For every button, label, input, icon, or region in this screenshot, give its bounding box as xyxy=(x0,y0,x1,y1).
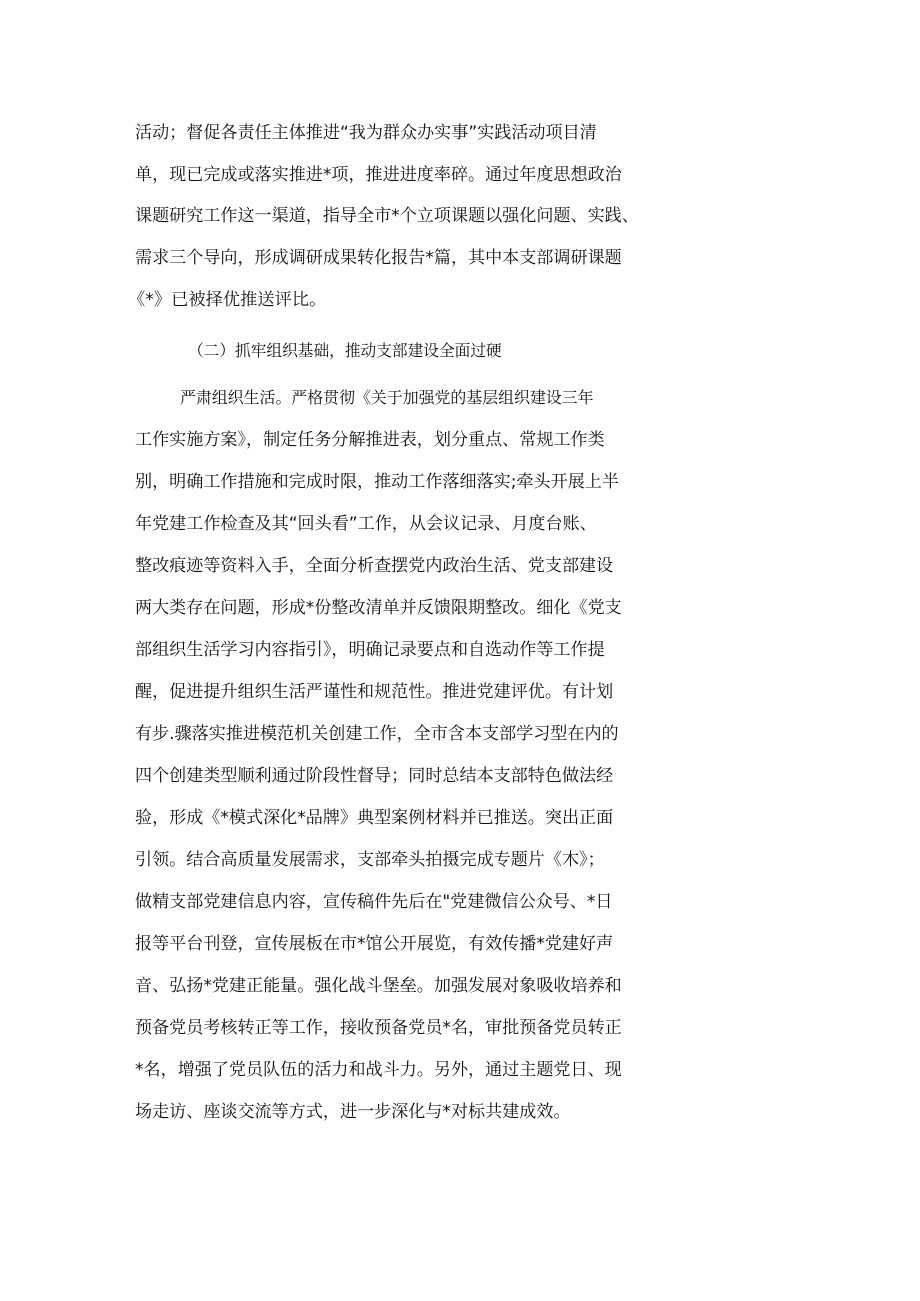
text-line: 四个创建类型顺利通过阶段性督导；同时总结本支部特色做法经 xyxy=(135,766,614,786)
text-line: 有步.骤落实推进模范机关创建工作，全市含本支部学习型在内的 xyxy=(135,724,619,744)
text-line: 做精支部党建信息内容，宣传稿件先后在"党建微信公众号、*日 xyxy=(135,892,613,912)
text-line: 预备党员考核转正等工作，接收预备党员*名，审批预备党员转正 xyxy=(135,1018,622,1038)
text-line: 引领。结合高质量发展需求，支部牵头拍摄完成专题片《木》； xyxy=(135,850,605,870)
text-line: 场走访、座谈交流等方式，进一步深化与*对标共建成效。 xyxy=(135,1102,571,1122)
section-heading: （二）抓牢组织基础，推动支部建设全面过硬 xyxy=(188,341,502,360)
text-line: 整改痕迹等资料入手，全面分析查摆党内政治生活、党支部建设 xyxy=(135,556,614,576)
text-line: 验，形成《*模式深化*品牌》典型案例材料并已推送。突出正面 xyxy=(135,808,614,828)
text-line: 部组织生活学习内容指引》，明确记录要点和自选动作等工作提 xyxy=(135,640,605,660)
text-line: *名，增强了党员队伍的活力和战斗力。另外，通过主题党日、现 xyxy=(135,1060,622,1080)
text-line: 年党建工作检查及其“回头看”工作，从会议记录、月度台账、 xyxy=(135,514,597,534)
text-line: 活动；督促各责任主体推进“我为群众办实事”实践活动项目清 xyxy=(135,123,597,143)
text-line: 别，明确工作措施和完成时限，推动工作落细落实;牵头开展上半 xyxy=(135,472,619,492)
text-line: 课题研究工作这一渠道，指导全市*个立项课题以强化问题、实践、 xyxy=(135,206,639,226)
text-line: 音、弘扬*党建正能量。强化战斗堡垒。加强发展对象吸收培养和 xyxy=(135,976,622,996)
text-line: 单，现已完成或落实推进*项，推进进度率碎。通过年度思想政治 xyxy=(135,165,622,185)
text-line: 工作实施方案》，制定任务分解推进表，划分重点、常规工作类 xyxy=(135,430,605,450)
text-line: 报等平台刊登，宣传展板在市*馆公开展览，有效传播*党建好声 xyxy=(135,934,614,954)
text-line: 《*》已被择优推送评比。 xyxy=(128,290,327,310)
text-line: 两大类存在问题，形成*份整改清单并反馈限期整改。细化《党支 xyxy=(135,598,622,618)
text-line: 严肃组织生活。严格贯彻《关于加强党的基层组织建设三年 xyxy=(180,388,594,407)
text-line: 醒，促进提升组织生活严谨性和规范性。推进党建评优。有计划 xyxy=(135,682,614,702)
text-line: 需求三个导向，形成调研成果转化报告*篇，其中本支部调研课题 xyxy=(135,248,622,268)
